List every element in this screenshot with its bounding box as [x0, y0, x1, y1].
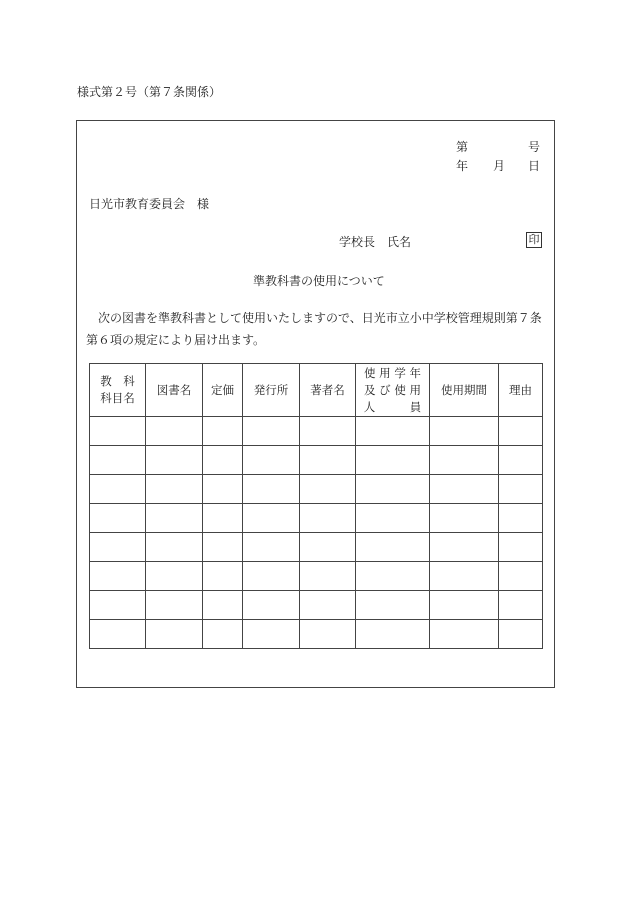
table-cell[interactable] — [90, 562, 146, 591]
table-cell[interactable] — [203, 417, 243, 446]
table-cell[interactable] — [356, 533, 430, 562]
doc-number-go: 号 — [528, 140, 541, 154]
table-cell[interactable] — [243, 562, 300, 591]
table-cell[interactable] — [243, 620, 300, 649]
table-cell[interactable] — [90, 533, 146, 562]
table-body — [90, 417, 543, 649]
header-subject-line1: 教 科 — [100, 374, 135, 388]
table-row — [90, 475, 543, 504]
header-reason: 理由 — [499, 364, 543, 417]
table-cell[interactable] — [356, 475, 430, 504]
addressee: 日光市教育委員会 様 — [89, 197, 210, 211]
table-cell[interactable] — [356, 562, 430, 591]
table-cell[interactable] — [356, 446, 430, 475]
table-cell[interactable] — [499, 475, 543, 504]
table-cell[interactable] — [499, 620, 543, 649]
table-cell[interactable] — [243, 446, 300, 475]
table-cell[interactable] — [146, 504, 203, 533]
table-cell[interactable] — [430, 562, 499, 591]
table-cell[interactable] — [90, 446, 146, 475]
table-cell[interactable] — [146, 591, 203, 620]
table-row — [90, 620, 543, 649]
table-header-row — [90, 364, 543, 417]
table-cell[interactable] — [243, 475, 300, 504]
table-cell[interactable] — [430, 533, 499, 562]
table-row — [90, 417, 543, 446]
table-cell[interactable] — [300, 562, 356, 591]
header-author: 著者名 — [300, 364, 356, 417]
table-cell[interactable] — [300, 417, 356, 446]
table-cell[interactable] — [499, 417, 543, 446]
table-cell[interactable] — [356, 620, 430, 649]
table-cell[interactable] — [499, 504, 543, 533]
header-book-name: 図書名 — [146, 364, 203, 417]
header-usage-line3: 人 員 — [363, 399, 422, 414]
seal-stamp: 印 — [526, 232, 542, 248]
date-month: 月 — [493, 159, 506, 173]
header-subject — [90, 364, 146, 417]
table-row — [90, 504, 543, 533]
table-cell[interactable] — [430, 475, 499, 504]
table-cell[interactable] — [203, 620, 243, 649]
header-subject-line2: 科目名 — [100, 391, 135, 405]
table-cell[interactable] — [90, 475, 146, 504]
table-cell[interactable] — [300, 504, 356, 533]
usage-table — [89, 363, 543, 649]
table-cell[interactable] — [430, 417, 499, 446]
table-cell[interactable] — [243, 417, 300, 446]
table-cell[interactable] — [146, 620, 203, 649]
table-cell[interactable] — [499, 533, 543, 562]
table-cell[interactable] — [90, 591, 146, 620]
table-cell[interactable] — [203, 446, 243, 475]
table-cell[interactable] — [300, 533, 356, 562]
date-year: 年 — [456, 159, 469, 173]
header-publisher: 発行所 — [243, 364, 300, 417]
table-cell[interactable] — [203, 533, 243, 562]
table-cell[interactable] — [243, 533, 300, 562]
table-cell[interactable] — [499, 562, 543, 591]
table-cell[interactable] — [203, 591, 243, 620]
table-cell[interactable] — [430, 504, 499, 533]
table-cell[interactable] — [203, 475, 243, 504]
table-cell[interactable] — [300, 591, 356, 620]
subject-title: 準教科書の使用について — [253, 274, 385, 288]
table-cell[interactable] — [90, 417, 146, 446]
table-row — [90, 446, 543, 475]
table-cell[interactable] — [356, 417, 430, 446]
table-cell[interactable] — [356, 591, 430, 620]
table-cell[interactable] — [90, 504, 146, 533]
body-text: 次の図書を準教科書として使用いたしますので、日光市立小中学校管理規則第７条第６項の規定により届け出ます。 — [86, 311, 542, 347]
header-period: 使用期間 — [430, 364, 499, 417]
table-cell[interactable] — [146, 562, 203, 591]
table-cell[interactable] — [203, 562, 243, 591]
table-row — [90, 562, 543, 591]
date-day: 日 — [528, 159, 541, 173]
table-cell[interactable] — [300, 446, 356, 475]
table-cell[interactable] — [499, 591, 543, 620]
header-usage — [356, 364, 430, 417]
table-cell[interactable] — [300, 620, 356, 649]
header-usage-line1: 使 用 学 年 — [364, 365, 421, 380]
doc-number-dai: 第 — [456, 140, 469, 154]
table-row — [90, 533, 543, 562]
table-cell[interactable] — [243, 504, 300, 533]
table-cell[interactable] — [146, 475, 203, 504]
sender-label: 学校長 氏名 — [339, 235, 412, 249]
table-cell[interactable] — [430, 446, 499, 475]
table-cell[interactable] — [356, 504, 430, 533]
table-cell[interactable] — [90, 620, 146, 649]
table-cell[interactable] — [203, 504, 243, 533]
form-label: 様式第２号（第７条関係） — [77, 85, 222, 99]
table-cell[interactable] — [146, 446, 203, 475]
table-row — [90, 591, 543, 620]
table-cell[interactable] — [499, 446, 543, 475]
header-usage-line2: 及 び 使 用 — [364, 382, 421, 397]
table-cell[interactable] — [146, 533, 203, 562]
table-cell[interactable] — [243, 591, 300, 620]
header-price: 定価 — [203, 364, 243, 417]
table-cell[interactable] — [430, 591, 499, 620]
table-cell[interactable] — [146, 417, 203, 446]
table-cell[interactable] — [300, 475, 356, 504]
table-cell[interactable] — [430, 620, 499, 649]
